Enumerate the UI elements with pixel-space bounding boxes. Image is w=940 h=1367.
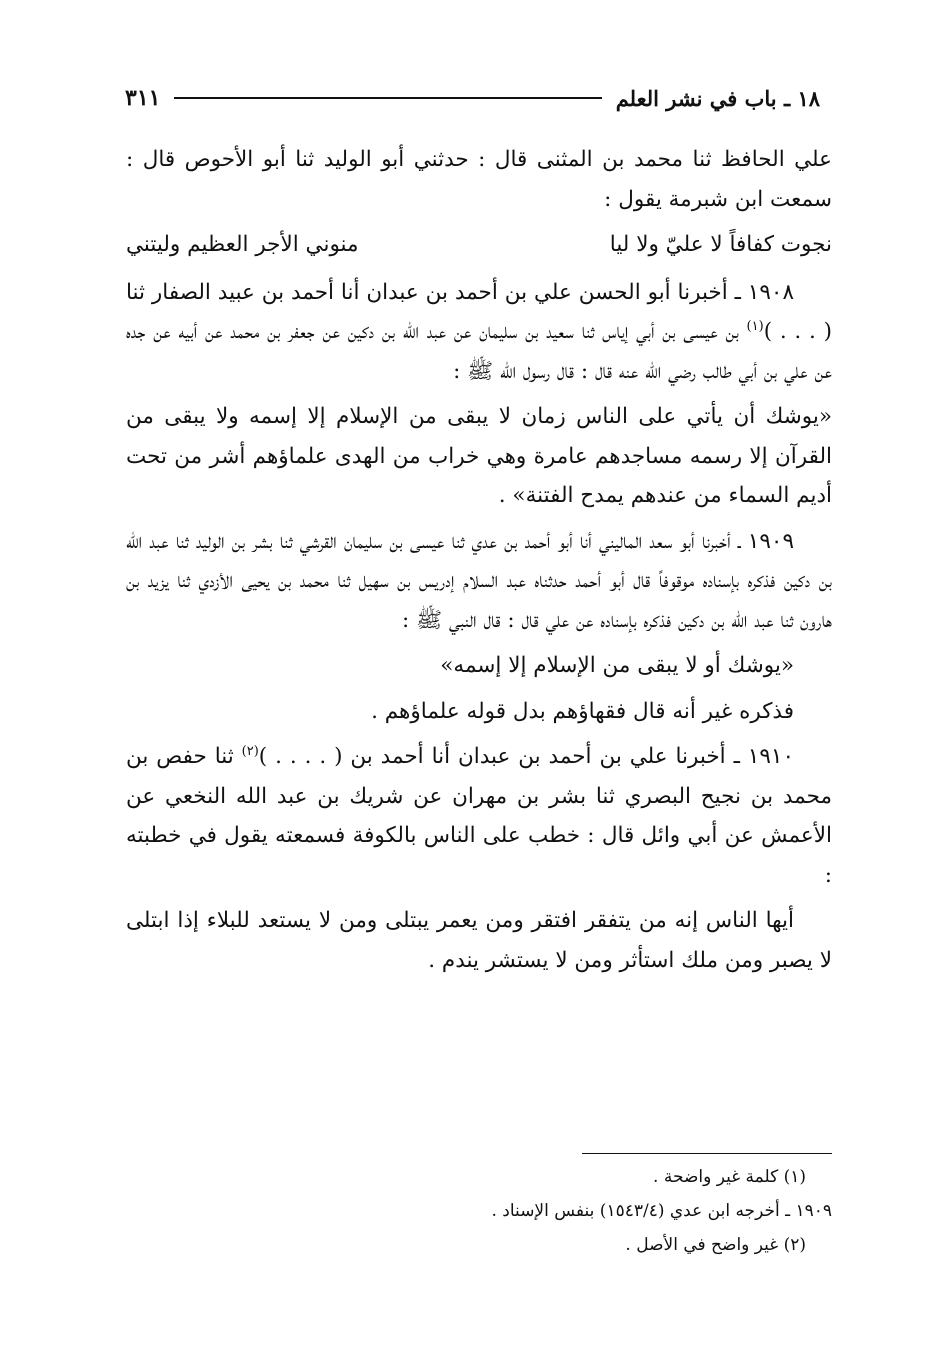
hadith-1908-text-a: ١٩٠٨ ـ أخبرنا أبو الحسن علي بن أحمد بن عبدان أنا أحمد بن عبيد الصفار ثنا ( . . . ) bbox=[126, 279, 832, 344]
hadith-1910-matn: أيها الناس إنه من يتفقر افتقر ومن يعمر يبتلى ومن لا يستعد للبلاء إذا ابتلى لا يصبر ومن ملك استأثر ومن لا يستشر يندم . bbox=[126, 908, 832, 973]
main-text bbox=[126, 140, 832, 986]
paragraph-isnad-continued: علي الحافظ ثنا محمد بن المثنى قال : حدثني أبو الوليد ثنا أبو الأحوص قال : سمعت ابن شبرمة يقول : bbox=[126, 147, 832, 212]
hadith-1909-note: فذكره غير أنه قال فقهاؤهم بدل قوله علماؤهم . bbox=[371, 698, 794, 724]
footnote-ref-1: (١) bbox=[746, 318, 764, 334]
poetry-verse bbox=[126, 225, 832, 265]
footnotes bbox=[126, 1160, 832, 1262]
footnote-1909: ١٩٠٩ ـ أخرجه ابن عدي (١٥٤٣/٤) بنفس الإسناد . bbox=[491, 1201, 832, 1221]
hadith-1909-matn: «يوشك أو لا يبقى من الإسلام إلا إسمه» bbox=[440, 653, 794, 678]
footnote-1: (١) كلمة غير واضحة . bbox=[653, 1167, 806, 1187]
hadith-1908-isnad bbox=[126, 273, 832, 392]
running-title: ١٨ ـ باب في نشر العلم bbox=[615, 85, 820, 111]
hadith-1910-isnad bbox=[126, 737, 832, 895]
footnote-rule bbox=[582, 1153, 832, 1154]
page-number: ٣١١ bbox=[125, 85, 161, 111]
hadith-1908-matn: «يوشك أن يأتي على الناس زمان لا يبقى من الإسلام إلا إسمه ولا يبقى من القرآن إلا رسمه مساجدهم عامرة وهي خراب من الهدى علماؤهم أشر من تحت أديم السماء من عندهم يمدح الفتنة» . bbox=[126, 404, 832, 508]
footnote-2: (٢) غير واضح في الأصل . bbox=[625, 1235, 806, 1255]
hadith-1910-text-a: ١٩١٠ ـ أخبرنا علي بن أحمد بن عبدان أنا أحمد بن ( . . . . ) bbox=[258, 744, 794, 769]
verse-left-hemistich: منوني الأجر العظيم وليتني bbox=[126, 232, 359, 257]
hadith-1908-text-b: بن عيسى بن أبي إياس ثنا سعيد بن سليمان عن عبد الله بن دكين عن جعفر بن محمد عن أبيه عن جده عن علي بن أبي طالب رضي الله عنه قال : قال رسول الله ﷺ : bbox=[126, 319, 832, 384]
footnote-ref-2: (٢) bbox=[241, 743, 259, 759]
header-rule bbox=[174, 97, 601, 99]
verse-right-hemistich: نجوت كفافاً لا عليّ ولا ليا bbox=[609, 232, 832, 257]
hadith-1909-isnad: ١٩٠٩ ـ أخبرنا أبو سعد الماليني أنا أبو أحمد بن عدي ثنا عيسى بن سليمان القرشي ثنا بشر بن الوليد ثنا عبد الله بن دكين فذكره بإسناده موقوفاً قال أبو أحمد حدثناه عبد السلام إدريس بن سهيل ثنا محمد بن يحيى الأزدي ثنا يزيد بن هارون ثنا عبد الله بن دكين فذكره بإسناده عن علي قال : قال النبي ﷺ : bbox=[126, 528, 832, 633]
page-header bbox=[125, 78, 820, 118]
hadith-1910-text-b: ثنا حفص بن محمد بن نجيح البصري ثنا بشر بن مهران عن شريك بن عبد الله النخعي عن الأعمش عن أبي وائل قال : خطب على الناس بالكوفة فسمعته يقول في خطبته : bbox=[126, 744, 832, 888]
